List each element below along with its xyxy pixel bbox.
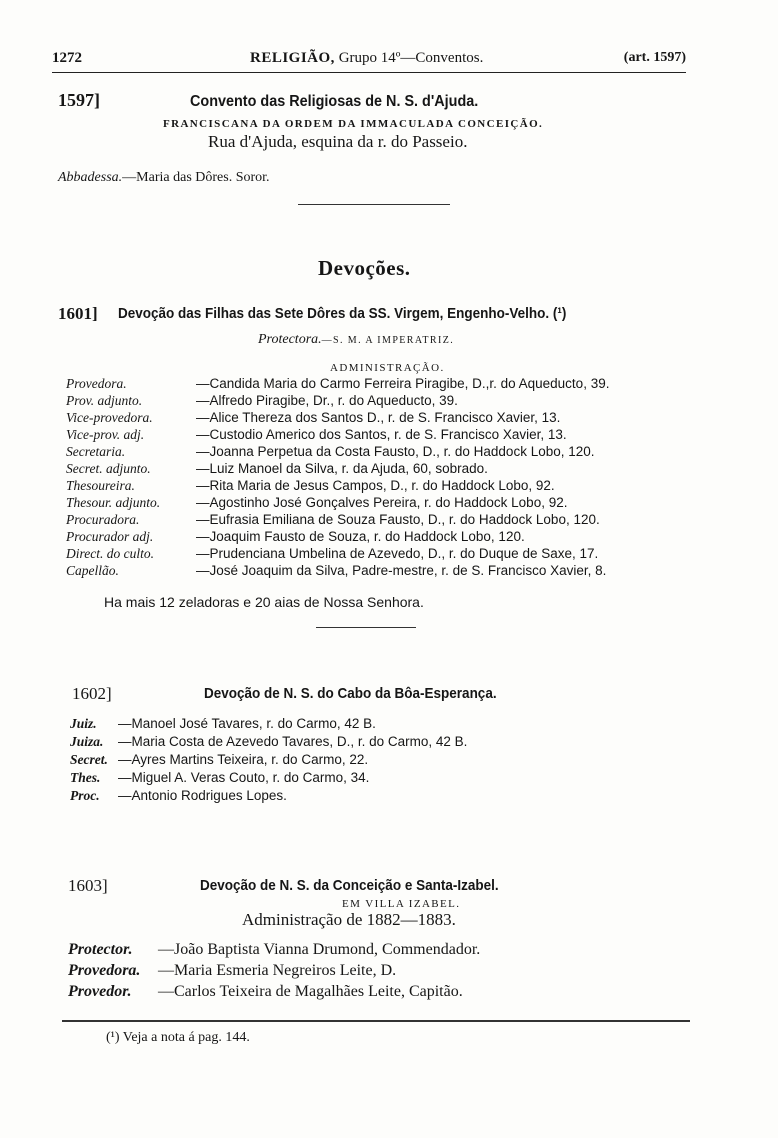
officer-role: Vice-provedora. <box>66 410 153 425</box>
officer-value: —Eufrasia Emiliana de Souza Fausto, D., r. do Haddock Lobo, 120. <box>196 512 600 527</box>
officer-value: —Agostinho José Gonçalves Pereira, r. do Haddock Lobo, 92. <box>196 495 568 510</box>
officer-value: —José Joaquim da Silva, Padre-mestre, r. de S. Francisco Xavier, 8. <box>196 563 607 578</box>
abbadessa-line <box>58 170 270 186</box>
officer-role: Provedora. <box>66 376 127 391</box>
entry-1603-admin: Administração de 1882—1883. <box>242 910 456 929</box>
officer-role: Thesour. adjunto. <box>66 495 161 510</box>
officer-role: Secretaria. <box>66 444 126 459</box>
officer-row <box>66 427 706 444</box>
officer-list-1601 <box>66 376 706 580</box>
entry-1603-title: Devoção de N. S. da Conceição e Santa-Izabel. <box>200 877 499 894</box>
footnote-rule <box>62 1020 690 1022</box>
officer-row <box>68 941 688 962</box>
officer-role: Provedor. <box>68 983 132 1000</box>
officer-role: Juiza. <box>70 734 104 749</box>
officer-row <box>70 788 630 806</box>
officer-row <box>70 734 630 752</box>
officer-role: Secret. adjunto. <box>66 461 151 476</box>
officer-role: Protector. <box>68 941 133 958</box>
header-group: Grupo 14º—Conventos. <box>334 50 484 66</box>
entry-1603-subtitle: EM VILLA IZABEL. <box>342 898 461 910</box>
officer-value: —Ayres Martins Teixeira, r. do Carmo, 22. <box>118 752 369 767</box>
officer-value: —Manoel José Tavares, r. do Carmo, 42 B. <box>118 716 376 731</box>
page-number: 1272 <box>52 50 82 66</box>
officer-row <box>66 393 706 410</box>
officer-row <box>66 461 706 478</box>
officer-role: Secret. <box>70 752 108 767</box>
officer-row <box>66 376 706 393</box>
entry-1601-title: Devoção das Filhas das Sete Dôres da SS. Virgem, Engenho-Velho. (¹) <box>118 305 567 322</box>
officer-list-1603 <box>68 941 688 1004</box>
running-header <box>52 50 686 73</box>
officer-row <box>66 410 706 427</box>
officer-value: —Joaquim Fausto de Souza, r. do Haddock Lobo, 120. <box>196 529 525 544</box>
officer-row <box>68 962 688 983</box>
divider <box>298 204 450 205</box>
entry-1601-extra: Ha mais 12 zeladoras e 20 aias de Nossa Senhora. <box>104 594 424 610</box>
officer-value: —Joanna Perpetua da Costa Fausto, D., r. do Haddock Lobo, 120. <box>196 444 595 459</box>
section-heading-devocoes: Devoções. <box>318 256 411 280</box>
officer-row <box>66 563 706 580</box>
officer-value: —Luiz Manoel da Silva, r. da Ajuda, 60, sobrado. <box>196 461 488 476</box>
officer-value: —Alice Thereza dos Santos D., r. de S. Francisco Xavier, 13. <box>196 410 561 425</box>
officer-role: Vice-prov. adj. <box>66 427 145 442</box>
officer-row <box>66 444 706 461</box>
officer-value: —Custodio Americo dos Santos, r. de S. Francisco Xavier, 13. <box>196 427 567 442</box>
officer-value: —Alfredo Piragibe, Dr., r. do Aqueducto, 39. <box>196 393 458 408</box>
header-section <box>250 50 483 67</box>
officer-value: —Carlos Teixeira de Magalhães Leite, Capitão. <box>158 983 463 1000</box>
abbadessa-role: Abbadessa. <box>58 170 123 185</box>
officer-list-1602 <box>70 716 630 806</box>
officer-value: —Miguel A. Veras Couto, r. do Carmo, 34. <box>118 770 370 785</box>
officer-role: Prov. adjunto. <box>66 393 143 408</box>
officer-value: —Maria Esmeria Negreiros Leite, D. <box>158 962 397 979</box>
officer-value: —Candida Maria do Carmo Ferreira Piragibe, D.,r. do Aqueducto, 39. <box>196 376 610 391</box>
officer-role: Proc. <box>70 788 100 803</box>
officer-role: Procurador adj. <box>66 529 154 544</box>
entry-number-1602: 1602] <box>72 684 112 703</box>
protectora-line <box>258 332 454 348</box>
footnote: (¹) Veja a nota á pag. 144. <box>106 1030 250 1045</box>
protectora-name: —S. M. A IMPERATRIZ. <box>321 335 455 346</box>
officer-value: —João Baptista Vianna Drumond, Commendador. <box>158 941 481 958</box>
officer-row <box>66 495 706 512</box>
officer-row <box>70 770 630 788</box>
officer-role: Direct. do culto. <box>66 546 154 561</box>
abbadessa-name: —Maria das Dôres. Soror. <box>122 170 270 185</box>
convento-title: Convento das Religiosas de N. S. d'Ajuda. <box>190 93 479 110</box>
officer-row <box>66 478 706 495</box>
officer-role: Provedora. <box>68 962 141 979</box>
entry-1602-title: Devoção de N. S. do Cabo da Bôa-Esperança. <box>204 685 497 702</box>
officer-role: Capellão. <box>66 563 119 578</box>
officer-value: —Prudenciana Umbelina de Azevedo, D., r. do Duque de Saxe, 17. <box>196 546 599 561</box>
header-article: (art. 1597) <box>623 50 686 65</box>
officer-role: Procuradora. <box>66 512 140 527</box>
entry-number-1601: 1601] <box>58 304 98 323</box>
officer-value: —Maria Costa de Azevedo Tavares, D., r. do Carmo, 42 B. <box>118 734 468 749</box>
header-section-name: RELIGIÃO, <box>250 50 335 66</box>
officer-value: —Antonio Rodrigues Lopes. <box>118 788 287 803</box>
officer-row <box>70 716 630 734</box>
entry-number-1597: 1597] <box>58 90 100 110</box>
officer-role: Thesoureira. <box>66 478 135 493</box>
administracao-label: ADMINISTRAÇÃO. <box>330 362 445 374</box>
convento-subtitle: FRANCISCANA DA ORDEM DA IMMACULADA CONCEIÇÃO. <box>163 118 544 130</box>
divider <box>316 627 416 628</box>
officer-row <box>66 546 706 563</box>
officer-role: Juiz. <box>70 716 97 731</box>
convento-address: Rua d'Ajuda, esquina da r. do Passeio. <box>208 132 468 151</box>
officer-row <box>70 752 630 770</box>
entry-number-1603: 1603] <box>68 876 108 895</box>
protectora-role: Protectora. <box>258 332 322 347</box>
officer-row <box>66 512 706 529</box>
officer-row <box>68 983 688 1004</box>
officer-row <box>66 529 706 546</box>
officer-role: Thes. <box>70 770 101 785</box>
officer-value: —Rita Maria de Jesus Campos, D., r. do Haddock Lobo, 92. <box>196 478 555 493</box>
